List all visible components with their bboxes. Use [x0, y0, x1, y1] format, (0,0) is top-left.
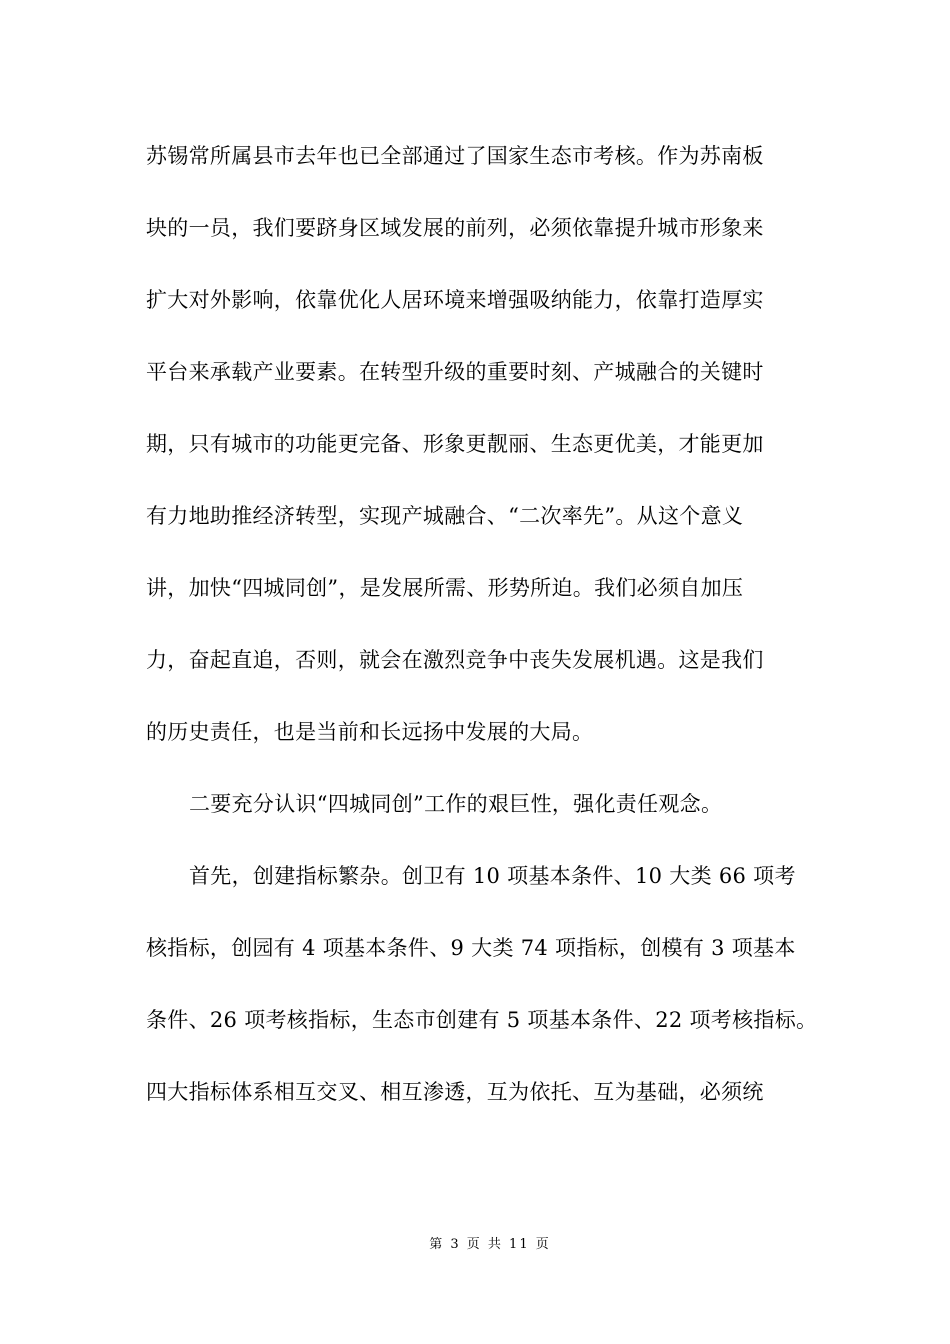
text-line: 的历史责任，也是当前和长远扬中发展的大局。: [146, 720, 594, 744]
text-line: 平台来承载产业要素。在转型升级的重要时刻、产城融合的关键时: [146, 360, 764, 384]
text-line: 核指标，创园有 4 项基本条件、9 大类 74 项指标，创模有 3 项基本: [146, 936, 796, 960]
text-line: 四大指标体系相互交叉、相互渗透，互为依托、互为基础，必须统: [146, 1080, 764, 1104]
text-line: 力，奋起直追，否则，就会在激烈竞争中丧失发展机遇。这是我们: [146, 648, 764, 672]
text-line: 有力地助推经济转型，实现产城融合、“二次率先”。从这个意义: [146, 504, 744, 528]
paragraph-heading: 二要充分认识“四城同创”工作的艰巨性，强化责任观念。: [189, 792, 723, 816]
page-footer: [0, 1236, 950, 1254]
text-line: 首先，创建指标繁杂。创卫有 10 项基本条件、10 大类 66 项考: [189, 864, 796, 888]
text-line: 块的一员，我们要跻身区域发展的前列，必须依靠提升城市形象来: [146, 216, 764, 240]
text-line: 讲，加快“四城同创”，是发展所需、形势所迫。我们必须自加压: [146, 576, 744, 600]
text-line: 扩大对外影响，依靠优化人居环境来增强吸纳能力，依靠打造厚实: [146, 288, 764, 312]
text-line: 苏锡常所属县市去年也已全部通过了国家生态市考核。作为苏南板: [146, 144, 764, 168]
text-line: 条件、26 项考核指标，生态市创建有 5 项基本条件、22 项考核指标。: [146, 1008, 818, 1032]
text-line: 期，只有城市的功能更完备、形象更靓丽、生态更优美，才能更加: [146, 432, 764, 456]
page-number: 第 3 页 共 11 页: [429, 1237, 551, 1252]
